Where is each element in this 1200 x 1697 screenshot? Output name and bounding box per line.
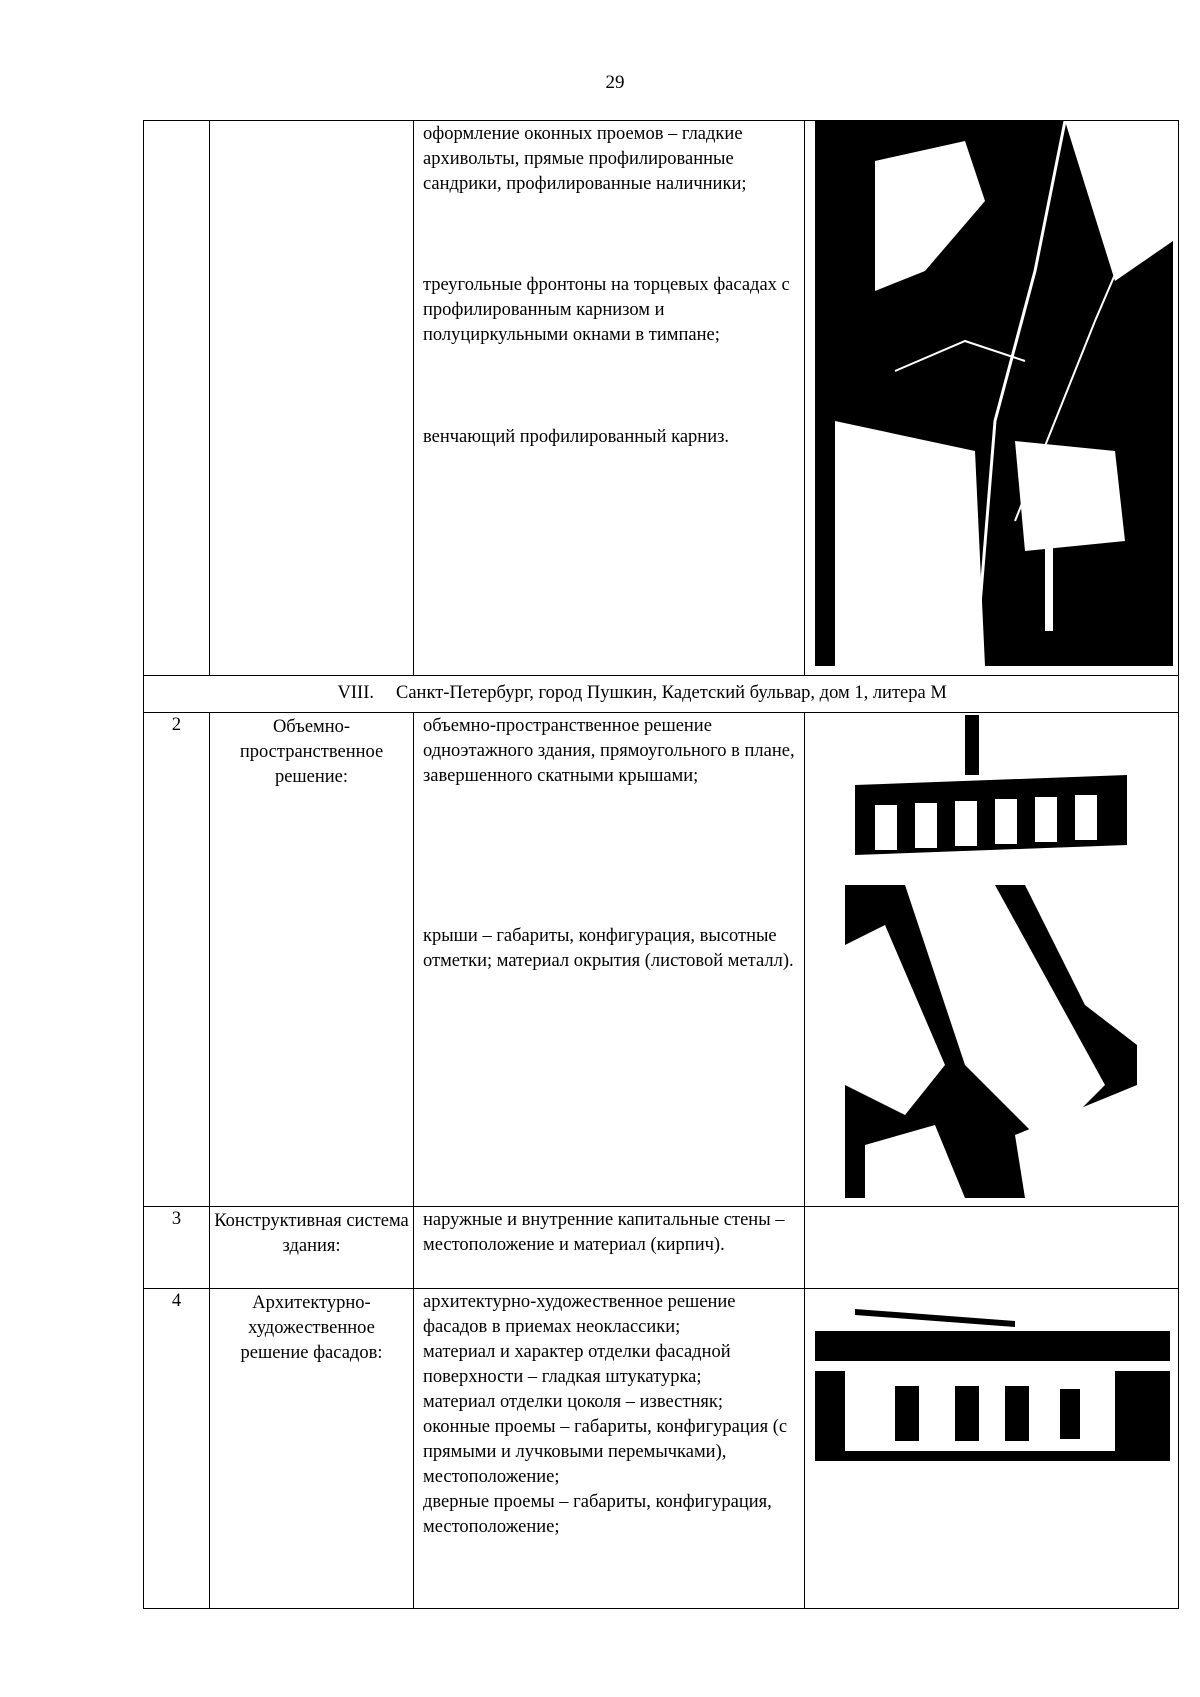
row-description-cell <box>414 121 805 676</box>
page-number: 29 <box>605 72 625 93</box>
section-address: Санкт-Петербург, город Пушкин, Кадетский бульвар, дом 1, литера М <box>396 683 947 703</box>
row-photo-cell <box>805 121 1179 676</box>
description-paragraph: оформление оконных проемов – гладкие архивольты, прямые профилированные сандрики, профилированные наличники; <box>423 124 747 194</box>
description-paragraph: крыши – габариты, конфигурация, высотные отметки; материал окрытия (листовой металл). <box>423 926 794 971</box>
description-paragraph: материал отделки цоколя – известняк; <box>423 1392 723 1412</box>
row-name-cell <box>210 121 414 676</box>
description-paragraph: материал и характер отделки фасадной поверхности – гладкая штукатурка; <box>423 1342 731 1387</box>
description-paragraph: архитектурно-художественное решение фасадов в приемах неоклассики; <box>423 1292 736 1337</box>
arcade-building-photo <box>855 715 1127 871</box>
row-name-cell: Объемно-пространственное решение: <box>210 713 414 1207</box>
row-photo-cell <box>805 1289 1179 1609</box>
row-description-cell <box>414 1289 805 1609</box>
section-header-cell <box>144 676 1179 713</box>
description-paragraph: объемно-пространственное решение одноэтажного здания, прямоугольного в плане, завершенного скатными крышами; <box>423 716 795 786</box>
row-name-cell: Архитектурно-художественное решение фасадов: <box>210 1289 414 1609</box>
table-row <box>144 1289 1179 1609</box>
row-number-cell: 2 <box>144 713 210 1207</box>
description-paragraph: треугольные фронтоны на торцевых фасадах с профилированным карнизом и полуциркульными окнами в тимпане; <box>423 275 790 345</box>
row-number-cell <box>144 121 210 676</box>
row-description-cell <box>414 713 805 1207</box>
row-description-cell <box>414 1207 805 1289</box>
roof-photo <box>845 885 1137 1198</box>
description-paragraph: венчающий профилированный карниз. <box>423 427 730 447</box>
section-header-row <box>144 676 1179 713</box>
facade-photo <box>815 1301 1170 1481</box>
table-row <box>144 713 1179 1207</box>
description-paragraph: дверные проемы – габариты, конфигурация, местоположение; <box>423 1492 772 1537</box>
table-row <box>144 1207 1179 1289</box>
row-number-cell: 4 <box>144 1289 210 1609</box>
row-name-cell: Конструктивная система здания: <box>210 1207 414 1289</box>
monument-subject-table <box>143 120 1179 1609</box>
table-row <box>144 121 1179 676</box>
section-numeral: VIII. <box>337 683 374 703</box>
building-with-trees-photo <box>815 121 1173 666</box>
description-paragraph: наружные и внутренние капитальные стены – местоположение и материал (кирпич). <box>423 1210 785 1255</box>
row-number-cell: 3 <box>144 1207 210 1289</box>
row-photo-cell <box>805 1207 1179 1289</box>
row-photo-cell <box>805 713 1179 1207</box>
description-paragraph: оконные проемы – габариты, конфигурация (с прямыми и лучковыми перемычками), местоположение; <box>423 1417 788 1487</box>
